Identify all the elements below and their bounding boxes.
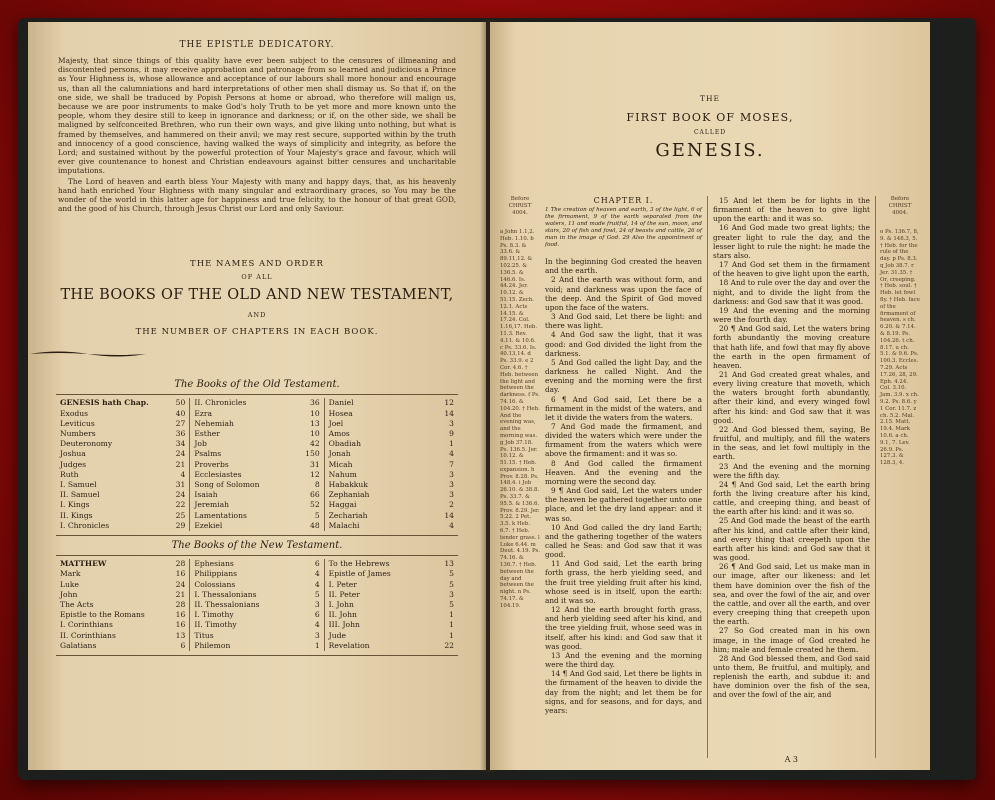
chapter-count: 24 — [175, 490, 186, 500]
new-testament-table — [56, 559, 458, 651]
book-row — [329, 439, 454, 449]
old-testament-title: The Books of the Old Testament. — [174, 379, 340, 391]
book-row — [329, 631, 454, 641]
book-row — [60, 600, 185, 610]
book-name: Nehemiah — [194, 418, 234, 428]
verse: 19 And the evening and the morning were the fourth day. — [713, 305, 870, 325]
book-name: GENESIS hath Chap. — [60, 398, 149, 408]
names-number: THE NUMBER OF CHAPTERS IN EACH BOOK. — [135, 327, 379, 338]
book-row — [60, 439, 185, 449]
chapter-count: 25 — [175, 510, 186, 520]
chapter-count: 48 — [309, 520, 320, 530]
book-row — [329, 409, 454, 419]
book-name: Hosea — [328, 408, 353, 418]
new-testament-column — [324, 559, 458, 651]
book-row — [329, 490, 454, 500]
book-row — [329, 600, 454, 610]
chapter-count: 42 — [309, 439, 320, 449]
book-row — [194, 480, 319, 490]
chapter-count: 16 — [175, 610, 186, 620]
book-name: Exodus — [60, 408, 89, 418]
rule-divider — [56, 394, 458, 395]
book-row — [194, 490, 319, 500]
book-name: II. Thessalonians — [194, 599, 260, 609]
verse: 28 And God blessed them, and God said unto them, Be fruitful, and multiply, and replenish the earth, and subdue it: and have dominion over the fish of the sea, and over the fowl of the air, and — [713, 653, 870, 700]
book-row — [194, 460, 319, 470]
old-testament-column — [56, 398, 189, 531]
book-name: Ephesians — [194, 559, 234, 569]
chapter-count: 22 — [444, 640, 454, 650]
book-row — [60, 398, 185, 408]
book-name: I. Timothy — [194, 610, 234, 620]
verse: 2 And the earth was without form, and void; and darkness was upon the face of the deep. And the Spirit of God moved upon the face of the waters. — [545, 275, 702, 312]
chapter-count: 4 — [314, 620, 320, 630]
chapter-count: 24 — [175, 579, 186, 589]
book-name: Epistle of James — [328, 569, 391, 579]
chapter-heading: CHAPTER I. — [593, 196, 654, 205]
book-row — [194, 600, 319, 610]
chapter-count: 14 — [444, 408, 454, 418]
book-row — [194, 429, 319, 439]
chapter-count: 5 — [449, 569, 454, 579]
book-name: Judges — [60, 459, 87, 469]
book-row — [194, 610, 319, 620]
epistle-title: THE EPISTLE DEDICATORY. — [179, 40, 335, 50]
chapter-count: 24 — [175, 449, 186, 459]
verse: 7 And God made the firmament, and divided the waters which were under the firmament from the waters which were above the firmament: and it was so. — [545, 421, 702, 459]
chapter-count: 6 — [314, 610, 320, 620]
chapter-count: 5 — [314, 510, 320, 520]
chapter-count: 7 — [449, 459, 454, 469]
book-row — [194, 419, 319, 429]
book-row — [194, 641, 319, 651]
book-name: I. Corinthians — [60, 620, 113, 630]
book-row — [60, 620, 185, 630]
chapter-count: 13 — [175, 630, 186, 640]
flourish-ornament — [28, 349, 148, 359]
chapter-count: 3 — [449, 418, 454, 428]
book-name: Amos — [328, 429, 350, 439]
title-the: THE — [699, 94, 721, 103]
book-name: II. Corinthians — [60, 630, 116, 640]
book-name: Galatians — [60, 640, 97, 650]
chapter-count: 16 — [175, 620, 186, 630]
chapter-count: 28 — [175, 599, 186, 609]
chapter-count: 1 — [449, 610, 454, 620]
chapter-count: 4 — [314, 579, 320, 589]
book-name: I. Thessalonians — [194, 589, 257, 599]
rule-divider — [56, 555, 458, 556]
book-name: Isaiah — [194, 490, 218, 500]
book-row — [60, 480, 185, 490]
chapter-count: 50 — [175, 398, 186, 408]
chapter-count: 14 — [444, 510, 454, 520]
book-row — [60, 610, 185, 620]
book-name: Proverbs — [194, 459, 229, 469]
chapter-count: 3 — [449, 589, 454, 599]
book-name: Haggai — [328, 500, 357, 510]
book-row — [60, 419, 185, 429]
book-row — [329, 620, 454, 630]
verse: 17 And God set them in the firmament of the heaven to give light upon the earth, — [713, 260, 870, 279]
book-name: I. John — [328, 599, 354, 609]
verse: 16 And God made two great lights; the greater light to rule the day, and the lesser light to rule the night: he made the stars also. — [713, 223, 870, 260]
book-row — [329, 559, 454, 569]
chapter-count: 4 — [449, 449, 454, 459]
chapter-count: 36 — [175, 429, 186, 439]
chapter-count: 4 — [180, 469, 186, 479]
book-name: I. Chronicles — [60, 520, 110, 530]
scripture-column-2 — [707, 196, 875, 758]
scripture-column-1 — [540, 196, 707, 758]
verse: 18 And to rule over the day and over the night, and to divide the light from the darkness: and God saw that it was good. — [713, 278, 870, 306]
book-name: Jeremiah — [194, 500, 230, 510]
book-row — [329, 521, 454, 531]
title-first-book: FIRST BOOK OF MOSES, — [626, 111, 794, 124]
names-and: AND — [247, 311, 267, 320]
new-testament-title: The Books of the New Testament. — [171, 540, 343, 552]
book-name: Nahum — [328, 469, 357, 479]
book-row — [329, 580, 454, 590]
right-page — [490, 22, 930, 770]
book-row — [329, 590, 454, 600]
chapter-count: 4 — [449, 520, 454, 530]
book-row — [60, 521, 185, 531]
chapter-count: 52 — [309, 500, 320, 510]
book-row — [194, 398, 319, 408]
chapter-count: 34 — [175, 439, 186, 449]
rule-divider — [56, 535, 458, 536]
book-name: Revelation — [328, 640, 370, 650]
book-name: Habakkuk — [328, 480, 368, 490]
verse: 26 ¶ And God said, Let us make man in our image, after our likeness: and let them have dominion over the fish of the sea, and over the fowl of the air, and over the cattle, and over all the earth, and over every creeping thing that creepeth upon the earth. — [713, 562, 870, 627]
book-name: III. John — [328, 620, 360, 630]
chapter-count: 13 — [309, 418, 320, 428]
old-testament-column — [324, 398, 458, 531]
book-row — [194, 590, 319, 600]
book-row — [60, 590, 185, 600]
verse: 14 ¶ And God said, Let there be lights in the firmament of the heaven to divide the day from the night; and let them be for signs, and for seasons, and for days, and years: — [545, 669, 702, 715]
book-name: Zechariah — [328, 510, 368, 520]
book-name: Jude — [328, 630, 346, 640]
verse: 21 And God created great whales, and every living creature that moveth, which the waters brought forth abundantly, after their kind, and every winged fowl after his kind: and God saw that it was good. — [713, 369, 870, 425]
chapter-count: 66 — [309, 490, 320, 500]
book-row — [60, 569, 185, 579]
verse: 27 So God created man in his own image, in the image of God created he him; male and female created he them. — [713, 626, 870, 654]
book-row — [194, 620, 319, 630]
verse: 22 And God blessed them, saying, Be fruitful, and multiply, and fill the waters in the seas, and let fowl multiply in the earth. — [713, 424, 870, 462]
left-margin-notes — [500, 196, 540, 758]
page-folio: A 3 — [784, 755, 798, 764]
book-name: I. Kings — [60, 500, 90, 510]
old-testament-table — [56, 398, 458, 531]
book-row — [60, 429, 185, 439]
book-row — [60, 449, 185, 459]
book-name: Joshua — [60, 449, 86, 459]
book-name: Ruth — [60, 469, 79, 479]
book-row — [194, 500, 319, 510]
verse: 24 ¶ And God said, Let the earth bring forth the living creature after his kind, cattle, and creeping thing, and beast of the earth after his kind: and it was so. — [713, 479, 870, 517]
chapter-count: 22 — [175, 500, 186, 510]
book-name: II. Kings — [60, 510, 93, 520]
book-row — [194, 569, 319, 579]
book-row — [329, 429, 454, 439]
chapter-count: 21 — [175, 459, 186, 469]
book-row — [329, 569, 454, 579]
book-row — [60, 580, 185, 590]
book-row — [194, 580, 319, 590]
book-row — [60, 409, 185, 419]
book-name: Joel — [328, 418, 344, 428]
book-name: Daniel — [328, 398, 354, 408]
book-row — [329, 419, 454, 429]
book-name: Job — [194, 439, 207, 449]
chapter-count: 28 — [175, 559, 186, 569]
chapter-count: 3 — [449, 469, 454, 479]
book-row — [329, 511, 454, 521]
book-row — [329, 460, 454, 470]
book-name: Titus — [194, 630, 214, 640]
margin-references-left: a John 1.1,2. Heb. 1.10. b Ps. 8.3. & 33.6. & 89.11,12. & 102.25. & 136.5. & 146.6. Is. 44.24. Jer. 10.12. & 51.15. Zech. 12.1. Acts 14.15. & 17.24. Col. 1.16,17. Heb. 11.3. Rev. 4.11. & 10.6. c Ps. 33.6. Is. 40.13,14. d Ps. 33.9. e 2 Cor. 4.6. † Heb. between the light and between the darkness. f Ps. 74.16. & 104.20. † Heb. And the evening was, and the morning was. g Job 37.18. Ps. 136.5. Jer. 10.12. & 51.15. † Heb. expansion. h Prov. 8.28. Ps. 148.4. i Job 26.10. & 38.8. Ps. 33.7. & 95.5. & 136.6. Prov. 8.29. Jer. 5.22. 2 Pet. 3.5. k Heb. 6.7. † Heb. tender grass. l Luke 6.44. m Deut. 4.19. Ps. 74.16. & 136.7. † Heb. between the day and between the night. n Ps. 74.17. & 104.19. — [500, 229, 540, 609]
verse: 23 And the evening and the morning were the fifth day. — [713, 461, 870, 480]
book-name: Ezekiel — [194, 520, 223, 530]
book-name: Zephaniah — [328, 490, 370, 500]
chapter-count: 5 — [314, 589, 320, 599]
book-name: Ecclesiastes — [194, 469, 242, 479]
margin-references-right: o Ps. 136.7, 8, 9. & 148.3, 5. † Heb. for the rule of the day. p Ps. 8.3. q Job 38.7. r Jer. 31.35. † Or, creeping. † Heb. soul. † Heb. let fowl fly. † Heb. face of the firmament of heaven. s ch. 6.20. & 7.14. & 8.19. Ps. 104.26. t ch. 8.17. u ch. 5.1. & 9.6. Ps. 100.3. Eccles. 7.29. Acts 17.26, 28, 29. Eph. 4.24. Col. 3.10. Jam. 3.9. x ch. 9.2. Ps. 8.6. y 1 Cor. 11.7. z ch. 5.2. Mal. 2.15. Matt. 19.4. Mark 10.6. a ch. 9.1, 7. Lev. 26.9. Ps. 127.3. & 128.3, 4. — [880, 229, 920, 467]
book-row — [194, 521, 319, 531]
book-name: Jonah — [328, 449, 351, 459]
chapter-count: 4 — [314, 569, 320, 579]
book-row — [60, 511, 185, 521]
chapter-count: 12 — [444, 398, 454, 408]
book-name: MATTHEW — [60, 559, 107, 569]
before-christ-left: Before CHRIST 4004. — [508, 196, 532, 216]
chapter-count: 1 — [314, 640, 320, 650]
book-name: Leviticus — [60, 418, 95, 428]
chapter-count: 12 — [309, 469, 320, 479]
book-name: Philippians — [194, 569, 238, 579]
book-row — [60, 559, 185, 569]
book-name: II. Timothy — [194, 620, 237, 630]
rule-divider — [56, 655, 458, 656]
book-row — [329, 641, 454, 651]
book-row — [60, 631, 185, 641]
book-name: The Acts — [60, 599, 94, 609]
book-row — [194, 559, 319, 569]
book-row — [329, 500, 454, 510]
book-row — [194, 409, 319, 419]
epistle-text: Majesty, that since things of this quality have ever been subject to the censures of illmeaning and discontented persons, it may receive approbation and patronage from so learned and judicious a Prince as Your Highness is, whose allowance and acceptance of our labours shall more honour and encourage us, than all the calumniations and hard interpretations of other men shall dismay us. So that if, on the one side, we shall be traduced by Popish Persons at home or abroad, who therefore will malign us, because we are poor instruments to make God's holy Truth to be yet more and more known unto the people, whom they desire still to keep in ignorance and darkness; or if, on the other side, we shall be maligned by selfconceited Brethren, who run their own ways, and give liking unto nothing, but what is framed by themselves, and hammered on their anvil; we may rest secure, supported within by the truth and innocency of a good conscience, having walked the ways of simplicity and integrity, as before the Lord; and sustained without by the powerful protection of Your Majesty's grace and favour, which will ever give countenance to honest and Christian endeavours against bitter censures and uncharitable imputations. — [58, 56, 456, 176]
title-genesis: GENESIS. — [655, 140, 765, 161]
book-name: Numbers — [60, 429, 96, 439]
new-testament-column — [56, 559, 189, 651]
book-name: Philemon — [194, 640, 231, 650]
book-name: Lamentations — [194, 510, 247, 520]
book-row — [194, 470, 319, 480]
chapter-count: 8 — [314, 480, 320, 490]
book-name: I. Peter — [328, 579, 357, 589]
chapter-count: 10 — [309, 429, 320, 439]
names-of-all: OF ALL — [241, 273, 273, 282]
chapter-count: 27 — [175, 418, 186, 428]
verse: In the beginning God created the heaven and the earth. — [545, 257, 702, 276]
new-testament-column — [189, 559, 323, 651]
book-name: Luke — [60, 579, 80, 589]
chapter-count: 9 — [449, 429, 454, 439]
old-testament-column — [189, 398, 323, 531]
book-row — [329, 470, 454, 480]
chapter-count: 3 — [314, 630, 320, 640]
verse: 4 And God saw the light, that it was good: and God divided the light from the darkness. — [545, 330, 702, 358]
book-name: II. Peter — [328, 589, 360, 599]
before-christ-right: Before CHRIST 4004. — [888, 196, 912, 216]
verse: 13 And the evening and the morning were the third day. — [545, 650, 702, 670]
book-row — [329, 449, 454, 459]
chapter-summary: 1 The creation of heaven and earth, 3 of the light, 6 of the firmament, 9 of the earth separated from the waters, 11 and made fruitful, 14 of the sun, moon, and stars, 20 of fish and fowl, 24 of beasts and cattle, 26 of man in the image of God. 29 Also the appointment of food. — [545, 207, 702, 249]
chapter-count: 6 — [180, 640, 186, 650]
book-row — [60, 641, 185, 651]
book-name: Psalms — [194, 449, 222, 459]
verse: 11 And God said, Let the earth bring forth grass, the herb yielding seed, and the fruit tree yielding fruit after his kind, whose seed is in itself, upon the earth: and it was so. — [545, 559, 702, 605]
book-row — [194, 449, 319, 459]
book-name: John — [60, 589, 78, 599]
chapter-count: 1 — [449, 439, 454, 449]
book-name: Mark — [60, 569, 81, 579]
book-row — [329, 398, 454, 408]
chapter-count: 13 — [444, 559, 454, 569]
chapter-count: 29 — [175, 520, 186, 530]
book-name: Malachi — [328, 520, 360, 530]
verse: 8 And God called the firmament Heaven. And the evening and the morning were the second day. — [545, 458, 702, 486]
book-name: II. Samuel — [60, 490, 100, 500]
verse: 6 ¶ And God said, Let there be a firmament in the midst of the waters, and let it divide the waters from the waters. — [545, 394, 702, 422]
names-title: THE NAMES AND ORDER — [190, 259, 324, 270]
chapter-count: 1 — [449, 630, 454, 640]
book-row — [329, 610, 454, 620]
chapter-count: 5 — [449, 579, 454, 589]
book-row — [194, 511, 319, 521]
book-name: Micah — [328, 459, 353, 469]
verse: 10 And God called the dry land Earth; and the gathering together of the waters called he Seas: and God saw that it was good. — [545, 522, 702, 560]
book-name: Ezra — [194, 408, 213, 418]
book-name: Song of Solomon — [194, 480, 260, 490]
chapter-count: 6 — [314, 559, 320, 569]
chapter-count: 40 — [175, 408, 186, 418]
verse: 12 And the earth brought forth grass, and herb yielding seed after his kind, and the tree yielding fruit, whose seed was in itself, after his kind: and God saw that it was good. — [545, 605, 702, 651]
title-called: CALLED — [693, 129, 727, 136]
book-name: II. Chronicles — [194, 398, 247, 408]
scripture-columns — [500, 196, 920, 758]
book-row — [60, 490, 185, 500]
book-name: Esther — [194, 429, 220, 439]
book-name: Obadiah — [328, 439, 361, 449]
verse: 15 And let them be for lights in the firmament of the heaven to give light upon the earth: and it was so. — [713, 196, 870, 224]
verse: 25 And God made the beast of the earth after his kind, and cattle after their kind, and every thing that creepeth upon the earth after his kind: and God saw that it was good. — [713, 516, 870, 563]
right-margin-notes — [875, 196, 920, 758]
chapter-count: 21 — [175, 589, 186, 599]
epistle-text-closing: The Lord of heaven and earth bless Your Majesty with many and happy days, that, as his heavenly hand hath enriched Your Highness with many singular and extraordinary graces, so You may be the wonder of the world in this latter age for happiness and true felicity, to the honour of that great GOD, and the good of his Church, through Jesus Christ our Lord and only Saviour. — [58, 176, 456, 214]
chapter-count: 3 — [314, 599, 320, 609]
verse: 9 ¶ And God said, Let the waters under the heaven be gathered together unto one place, and let the dry land appear: and it was so. — [545, 486, 702, 523]
chapter-count: 16 — [175, 569, 186, 579]
chapter-count: 31 — [309, 459, 320, 469]
chapter-count: 31 — [175, 480, 186, 490]
book-name: II. John — [328, 610, 357, 620]
book-row — [60, 460, 185, 470]
chapter-count: 2 — [449, 500, 454, 510]
book-row — [60, 500, 185, 510]
book-name: Epistle to the Romans — [60, 610, 145, 620]
book-row — [329, 480, 454, 490]
book-name: To the Hebrews — [328, 559, 390, 569]
verse: 20 ¶ And God said, Let the waters bring forth abundantly the moving creature that hath life, and fowl that may fly above the earth in the open firmament of heaven. — [713, 324, 870, 370]
chapter-count: 5 — [449, 599, 454, 609]
book-name: I. Samuel — [60, 480, 97, 490]
left-page — [28, 22, 486, 770]
chapter-count: 1 — [449, 620, 454, 630]
verse: 3 And God said, Let there be light: and there was light. — [545, 312, 702, 331]
book-row — [194, 439, 319, 449]
chapter-count: 10 — [309, 408, 320, 418]
names-heading: THE BOOKS OF THE OLD AND NEW TESTAMENT, — [60, 287, 454, 304]
book-name: Deuteronomy — [60, 439, 113, 449]
chapter-count: 3 — [449, 490, 454, 500]
chapter-count: 3 — [449, 480, 454, 490]
book-row — [194, 631, 319, 641]
verse: 5 And God called the light Day, and the darkness he called Night. And the evening and the morning were the first day. — [545, 357, 702, 395]
chapter-count: 36 — [309, 398, 320, 408]
book-name: Colossians — [194, 579, 236, 589]
chapter-count: 150 — [305, 449, 320, 459]
book-row — [60, 470, 185, 480]
